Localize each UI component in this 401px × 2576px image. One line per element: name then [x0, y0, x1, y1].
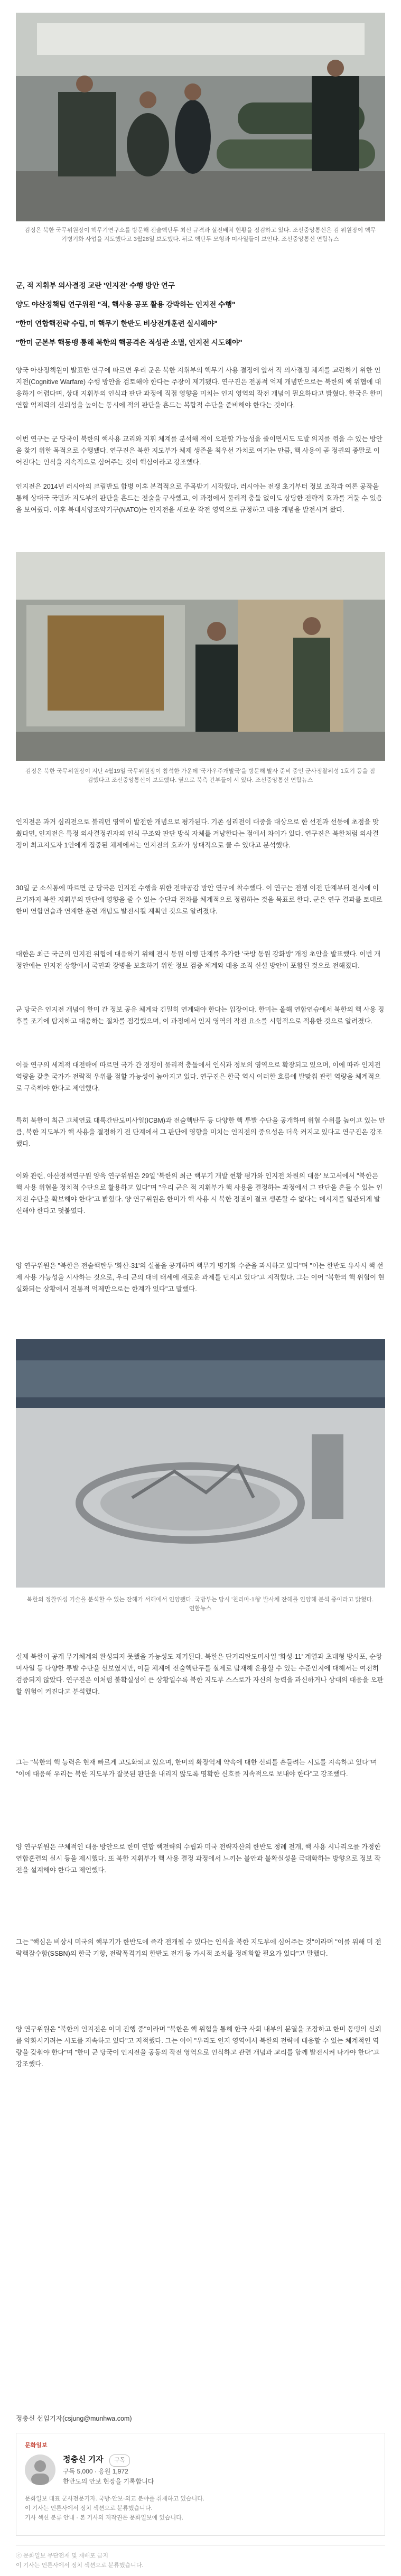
byline: 정충신 선임기자(csjung@munhwa.com)	[16, 2415, 132, 2422]
paragraph: 이와 관련, 아산정책연구원 양욱 연구위원은 29일 '북한의 최근 핵무기 개발 현황 평가와 인지전 차원의 대응' 보고서에서 "북한은 핵 사용 위협을 정치적 수단으로 활용하고 있다"며 "우리 군은 적 지휘부가 핵 사용을 결정하는 과정에서 그 판단을 흔들 수 있는 인지전 수단을 확보해야 한다"고 밝혔다. 양 연구위원은 한미가 핵 사용 시 북한 정권이 결코 생존할 수 없다는 메시지를 일관되게 발신해야 한다고 덧붙였다.	[16, 1172, 383, 1215]
section-note: 이 기사는 언론사에서 정치 섹션으로 분류했습니다.	[16, 2562, 144, 2569]
paragraph: 인지전은 2014년 러시아의 크림반도 합병 이후 본격적으로 주목받기 시작했다. 러시아는 전쟁 초기부터 정보 조작과 여론 공작을 통해 상대국 국민과 지도부의 판단을 흔드는 전술을 구사했고, 이 과정에서 물리적 충돌 없이도 상당한 전략적 효과를 거둘 수 있음을 보여줬다. 이후 북대서양조약기구(NATO)는 인지전을 새로운 작전 영역으로 규정하고 대응 개념을 발전시켜 왔다.	[16, 483, 383, 514]
paragraph: 이번 연구는 군 당국이 북한의 핵사용 교리와 지휘 체계를 분석해 적이 오판할 가능성을 줄이면서도 도발 의지를 꺾을 수 있는 방안을 찾기 위한 목적으로 수행됐다. 연구진은 북한 지도부가 체제 생존을 최우선 가치로 여기는 만큼, 핵 사용이 곧 정권의 종말로 이어진다는 인식을 지속적으로 심어주는 것이 핵심이라고 강조했다.	[16, 435, 383, 466]
satellite-inspection-photo	[16, 552, 385, 761]
copyright-footer	[16, 2545, 385, 2570]
paragraph: 그는 "북한의 핵 능력은 현재 빠르게 고도화되고 있으며, 한미의 확장억제 약속에 대한 신뢰를 흔들려는 시도를 지속하고 있다"며 "이에 대응해 우리는 북한 지도부가 잘못된 판단을 내리지 않도록 명확한 신호를 지속적으로 보내야 한다"고 강조했다.	[16, 1759, 377, 1778]
paragraph: 이들 연구의 세계적 대전략에 따르면 국가 간 경쟁이 물리적 충돌에서 인식과 정보의 영역으로 확장되고 있으며, 이에 따라 인지전 역량을 갖춘 국가가 전략적 우위를 점할 가능성이 높아지고 있다. 연구진은 한국 역시 이러한 흐름에 발맞춰 관련 역량을 체계적으로 구축해야 한다고 제언했다.	[16, 1061, 381, 1092]
paragraph: 30일 군 소식통에 따르면 군 당국은 인지전 수행을 위한 전략공감 방안 연구에 착수했다. 이 연구는 전쟁 이전 단계부터 전시에 이르기까지 북한 지휘부의 판단에 영향을 줄 수 있는 수단과 절차를 체계적으로 정립하는 것을 목표로 한다. 군은 연구 결과를 토대로 한미 연합연습과 연계한 훈련 개념도 발전시킬 계획인 것으로 알려졌다.	[16, 884, 383, 915]
paragraph: 양 연구위원은 구체적인 대응 방안으로 한미 연합 핵전략의 수립과 미국 전략자산의 한반도 정례 전개, 핵 사용 시나리오를 가정한 연합훈련의 실시 등을 제시했다. 또 북한 지휘부가 핵 사용 결정 과정에서 느끼는 불안과 불확실성을 극대화하는 방향으로 정보 작전을 설계해야 한다고 제언했다.	[16, 1843, 381, 1874]
subheading-3: "한미 연합핵전략 수립, 미 핵무기 한반도 비상전개훈련 실시해야"	[16, 320, 218, 328]
avatar[interactable]	[25, 2454, 55, 2485]
paragraph: 인지전은 과거 심리전으로 불리던 영역이 발전한 개념으로 평가된다. 기존 심리전이 대중을 대상으로 한 선전과 선동에 초점을 맞췄다면, 인지전은 특정 의사결정권자의 인식 구조와 판단 방식 자체를 겨냥한다는 점에서 차이가 있다. 연구진은 북한처럼 의사결정이 최고지도자 1인에게 집중된 체제에서는 인지전의 효과가 상대적으로 클 수 있다고 분석했다.	[16, 818, 379, 849]
paragraph: 군 당국은 인지전 개념이 한미 간 정보 공유 체계와 긴밀히 연계돼야 한다는 입장이다. 한미는 올해 연합연습에서 북한의 핵 사용 징후를 조기에 탐지하고 대응하는 절차를 점검했으며, 이 과정에서 인지 영역의 작전 요소를 시험적으로 적용한 것으로 알려졌다.	[16, 1006, 385, 1025]
subheading-1: 군, 적 지휘부 의사결정 교란 '인지전' 수행 방안 연구	[16, 282, 175, 290]
article-photo-2[interactable]	[16, 552, 385, 761]
reporter-note: 문화일보 대표 군사전문기자. 국방·안보·외교 분야를 취재하고 있습니다.	[25, 2496, 204, 2502]
paragraph: 양 연구위원은 "북한의 인지전은 이미 진행 중"이라며 "북한은 핵 위협을 통해 한국 사회 내부의 분열을 조장하고 한미 동맹의 신뢰를 약화시키려는 시도를 지속하고 있다"고 지적했다. 그는 이어 "우리도 인지 영역에서 북한의 전략에 대응할 수 있는 체계적인 역량을 갖춰야 한다"며 "한미 군 당국이 인지전을 공동의 작전 영역으로 인식하고 관련 개념과 교리를 함께 발전시켜 나가야 한다"고 강조했다.	[16, 2026, 381, 2068]
subheading-4: "한미 군본부 핵동맹 통해 북한의 핵공격은 적성관 소멸, 인지전 시도해야"	[16, 339, 243, 347]
photo-caption-1: 김정은 북한 국무위원장이 핵무기연구소를 방문해 전술핵탄두 최신 규격과 실전배치 현황을 점검하고 있다. 조선중앙통신은 김 위원장이 핵무기병기화 사업을 지도했다고 3월28일 보도했다. 뒤로 핵탄두 모형과 미사일들이 보인다. 조선중앙통신 연합뉴스	[24, 227, 376, 242]
paragraph: 실제 북한이 공개 무기체계의 완성되지 못했을 가능성도 제기된다. 북한은 단거리탄도미사일 '화성-11' 계열과 초대형 방사포, 순항미사일 등 다양한 투발 수단을 선보였지만, 이들 체계에 전술핵탄두를 실제로 탑재해 운용할 수 있는 수준인지에 대해서는 여전히 검증되지 않았다. 연구진은 이처럼 불확실성이 큰 상황일수록 북한 지도부 스스로가 자신의 능력을 과신하거나 상대의 대응을 오판할 위험이 커진다고 분석했다.	[16, 1653, 384, 1695]
copyright-line: ⓒ 문화일보 무단전재 및 재배포 금지	[16, 2553, 109, 2559]
paragraph: 양국 아산정책원이 발표한 연구에 따르면 우리 군은 북한 지휘부의 핵무기 사용 결정에 앞서 적 의사결정 체계를 교란하기 위한 인지전(Cognitive Warfare) 수행 방안을 검토해야 한다는 주장이 제기됐다. 연구진은 전통적 억제 개념만으로는 북한의 핵 위협에 대응하기 어렵다며, 상대 지휘부의 인식과 판단 과정에 직접 영향을 미치는 인지 영역의 작전 개념이 필요하다고 밝혔다. 한국은 한미 연합 억제력의 신뢰성을 높이는 동시에 적의 판단을 흔드는 복합적 수단을 준비해야 한다는 것이다.	[16, 367, 383, 409]
debris-photo	[16, 1339, 385, 1588]
press-label: 문화일보	[25, 2442, 48, 2449]
person-icon	[25, 2454, 55, 2485]
paragraph: 대한은 최근 국군의 인지전 위협에 대응하기 위해 전시 동원 이행 단계를 추가한 '국방 동원 강화방' 개정 초안을 발표했다. 이번 개정안에는 인지전 상황에서 국민과 장병을 보호하기 위한 정보 검증 체계와 대응 조직 신설 방안이 포함된 것으로 전해졌다.	[16, 950, 381, 969]
photo-caption-3: 북한의 정찰위성 기술을 분석할 수 있는 잔해가 서해에서 인양됐다. 국방부는 당시 '천리마-1형' 발사체 잔해를 인양해 분석 중이라고 밝혔다. 연합뉴스	[26, 1597, 374, 1612]
reporter-card	[16, 2433, 385, 2536]
missile-inspection-photo	[16, 13, 385, 221]
paragraph: 양 연구위원은 "북한은 전술핵탄두 '화산-31'의 실물을 공개하며 핵무기 병기화 수준을 과시하고 있다"며 "이는 한반도 유사시 핵 선제 사용 가능성을 시사하는 것으로, 우리 군의 대비 태세에 새로운 과제를 던지고 있다"고 지적했다. 그는 이어 "북한의 핵 위협이 현실화되는 상황에서 전통적 억제만으로는 한계가 있다"고 말했다.	[16, 1262, 385, 1293]
reporter-desc: 한반도의 안보 현장을 기록합니다	[63, 2478, 154, 2485]
reporter-meta: 구독 5,000 · 응원 1,972	[63, 2468, 128, 2475]
photo-caption-2: 김정은 북한 국무위원장이 지난 4월19일 국무위원장이 참석한 가운데 '국가우주개발국'을 방문해 발사 준비 중인 군사정찰위성 1호기 등을 점검했다고 조선중앙통신이 보도했다. 옆으로 북측 간부들이 서 있다. 조선중앙통신 연합뉴스	[25, 768, 375, 783]
reporter-name[interactable]: 정충신 기자	[63, 2455, 104, 2464]
subheading-2: 양도 야산정책팀 연구위원 "적, 핵사용 공포 활용 강박하는 인지전 수행"	[16, 301, 236, 309]
paragraph: 특히 북한이 최근 고체연료 대륙간탄도미사일(ICBM)과 전술핵탄두 등 다양한 핵 투발 수단을 공개하며 위협 수위를 높이고 있는 만큼, 북한 지도부가 핵 사용을 결정하기 전 단계에서 그 판단에 영향을 미치는 인지전의 중요성은 더욱 커지고 있다고 연구진은 강조했다.	[16, 1117, 385, 1147]
article-photo-3[interactable]	[16, 1339, 385, 1588]
article-photo-1[interactable]	[16, 13, 385, 221]
subscribe-button[interactable]: 구독	[109, 2454, 130, 2467]
reporter-note[interactable]: 기사 섹션 분류 안내 · 본 기사의 저작권은 문화일보에 있습니다.	[25, 2515, 183, 2521]
paragraph: 그는 "핵심은 비상시 미국의 핵무기가 한반도에 즉각 전개될 수 있다는 인식을 북한 지도부에 심어주는 것"이라며 "이를 위해 미 전략핵잠수함(SSBN)의 한국 기항, 전략폭격기의 한반도 전개 등 가시적 조치를 정례화할 필요가 있다"고 말했다.	[16, 1938, 381, 1957]
reporter-note: 이 기사는 언론사에서 정치 섹션으로 분류했습니다.	[25, 2505, 153, 2512]
